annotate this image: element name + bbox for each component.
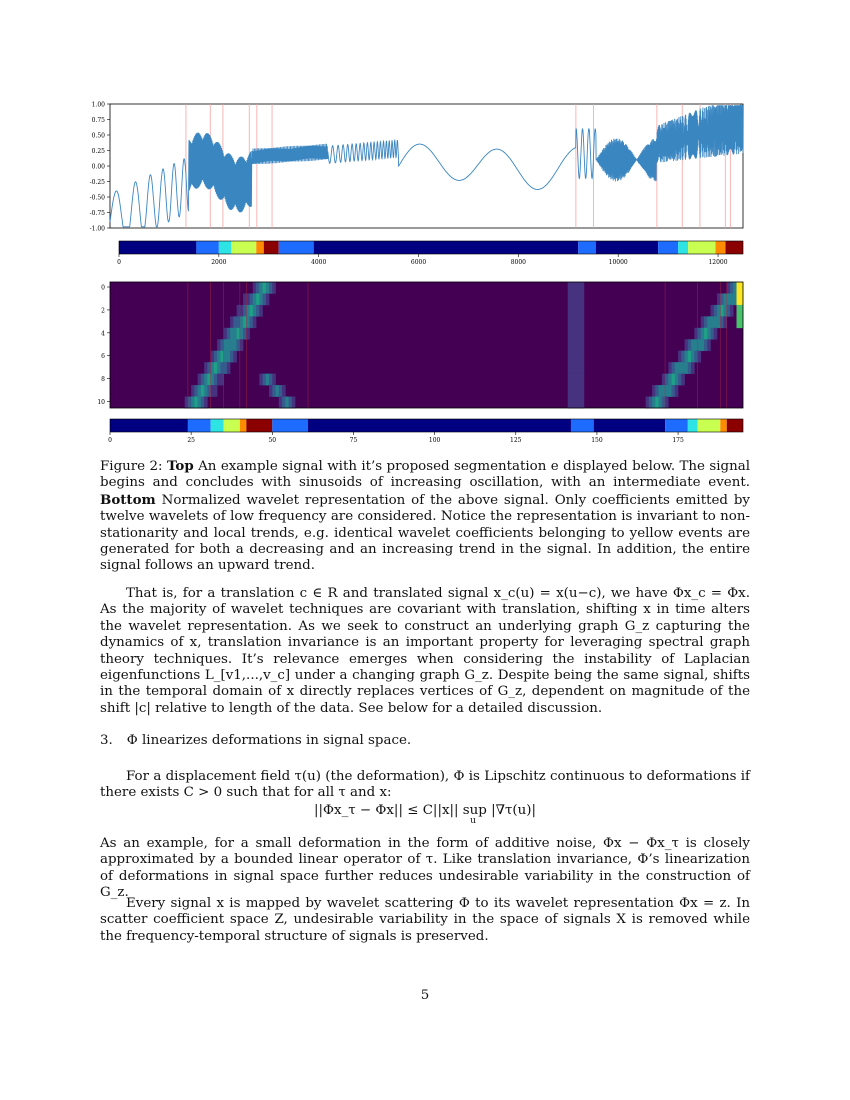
- segment-block: [264, 241, 279, 254]
- heatmap-cell: [581, 293, 585, 305]
- heatmap-y-axis: [97, 285, 110, 407]
- heatmap-cell: [737, 293, 741, 305]
- heatmap-cell: [568, 339, 572, 351]
- heatmap-cell: [568, 328, 572, 340]
- heatmap-cell: [571, 305, 575, 317]
- heatmap-cell: [269, 282, 273, 294]
- heatmap-cell: [568, 362, 572, 374]
- heatmap-cell: [581, 385, 585, 397]
- heatmap-cell: [659, 385, 663, 397]
- heatmap-cell: [571, 316, 575, 328]
- segment-x-tick-label: 12000: [708, 259, 728, 266]
- heatmap-cell: [571, 328, 575, 340]
- heatmap-cell: [217, 351, 221, 363]
- heatmap-cell: [678, 374, 682, 386]
- heatmap-cell: [704, 339, 708, 351]
- segment-x-tick-label: 75: [349, 437, 358, 444]
- heatmap-cell: [577, 328, 581, 340]
- heatmap-cell: [714, 328, 718, 340]
- heatmap-cell: [224, 328, 228, 340]
- segment-block: [720, 419, 726, 432]
- heatmap-y-tick-label: 10: [97, 399, 105, 407]
- segment-block: [314, 241, 579, 254]
- heatmap-cell: [672, 385, 676, 397]
- segment-x-tick-label: 25: [187, 437, 195, 444]
- heatmap-cell: [574, 328, 578, 340]
- heatmap-cell: [727, 293, 731, 305]
- heatmap-cell: [191, 397, 195, 409]
- heatmap-y-tick-label: 2: [101, 307, 105, 315]
- heatmap-cell: [581, 351, 585, 363]
- heatmap-cell: [240, 339, 244, 351]
- segment-block: [596, 241, 658, 254]
- heatmap-cell: [240, 328, 244, 340]
- heatmap-cell: [577, 316, 581, 328]
- heatmap-cell: [240, 316, 244, 328]
- segment-x-tick-label: 125: [510, 437, 522, 444]
- heatmap-cell: [711, 316, 715, 328]
- heatmap-cell: [581, 316, 585, 328]
- segmentation-bottom-x-axis: [108, 432, 684, 444]
- paragraph-3-text: As an example, for a small deformation in the form of additive noise, Φx − Φx_τ is closely approximated by a bounded linear operator of τ. Like translation invariance, Φ’s linearization of deformations in signal space further reduces undesirable variability in the construction of G_z.: [100, 836, 750, 901]
- caption-bottom-text: Normalized wavelet representation of the above signal. Only coefficients emitted by twelve wavelets of low frequency are considered. Notice the representation is invariant to non-stationarity and local trends, e.g. identical wavelet coefficients belonging to yellow events are generated for both a decreasing and an increasing trend in the signal. In addition, the entire signal follows an upward trend.: [100, 492, 750, 574]
- heatmap-cell: [727, 282, 731, 294]
- heatmap-cell: [701, 328, 705, 340]
- heatmap-cell: [259, 305, 263, 317]
- heatmap-cell: [730, 305, 734, 317]
- segment-block: [246, 419, 272, 432]
- segment-x-tick-label: 100: [428, 437, 441, 444]
- heatmap-cell: [214, 351, 218, 363]
- heatmap-cell: [707, 339, 711, 351]
- heatmap-cell: [681, 374, 685, 386]
- heatmap-cell: [211, 385, 215, 397]
- heatmap-cell: [711, 305, 715, 317]
- heatmap-y-tick-label: 8: [101, 376, 105, 384]
- heatmap-cell: [577, 397, 581, 409]
- heatmap-cell: [571, 351, 575, 363]
- heatmap-cell: [675, 385, 679, 397]
- heatmap-cell: [211, 351, 215, 363]
- heatmap-cell: [685, 339, 689, 351]
- heatmap-cell: [256, 293, 260, 305]
- segmentation-bar-top: [119, 241, 743, 254]
- heatmap-cell: [691, 339, 695, 351]
- heatmap-cell: [214, 362, 218, 374]
- heatmap-cell: [201, 385, 205, 397]
- segment-x-tick-label: 10000: [608, 259, 628, 266]
- heatmap-cell: [577, 305, 581, 317]
- heatmap-cell: [571, 385, 575, 397]
- heatmap-cell: [194, 397, 198, 409]
- segment-block: [240, 419, 246, 432]
- segment-x-tick-label: 6000: [410, 259, 427, 266]
- segment-block: [571, 419, 594, 432]
- lipschitz-equation: [100, 803, 750, 826]
- heatmap-cell: [259, 374, 263, 386]
- heatmap-cell: [253, 316, 257, 328]
- heatmap-cell: [681, 362, 685, 374]
- signal-y-axis: [90, 102, 110, 233]
- heatmap-cell: [691, 362, 695, 374]
- segment-block: [224, 419, 240, 432]
- heatmap-cell: [685, 362, 689, 374]
- heatmap-cell: [266, 374, 270, 386]
- heatmap-cell: [230, 339, 234, 351]
- heatmap-cell: [198, 374, 202, 386]
- heatmap-cell: [217, 362, 221, 374]
- heatmap-cell: [652, 385, 656, 397]
- heatmap-cell: [285, 397, 289, 409]
- heatmap-cell: [571, 374, 575, 386]
- segment-x-tick-label: 50: [268, 437, 277, 444]
- heatmap-cell: [665, 385, 669, 397]
- heatmap-cell: [698, 339, 702, 351]
- signal-y-tick-label: -0.75: [89, 210, 105, 217]
- heatmap-cell: [233, 328, 237, 340]
- segment-block: [211, 419, 224, 432]
- heatmap-cell: [733, 282, 737, 294]
- heatmap-cell: [227, 351, 231, 363]
- heatmap-cell: [730, 293, 734, 305]
- signal-y-tick-label: 0.25: [91, 148, 105, 155]
- segment-x-tick-label: 2000: [211, 259, 227, 266]
- signal-y-tick-label: 1.00: [91, 101, 105, 109]
- heatmap-cell: [279, 397, 283, 409]
- heatmap-cell: [198, 385, 202, 397]
- paragraph-4-text: Every signal x is mapped by wavelet scattering Φ to its wavelet representation Φx = z. In scatter coefficient space Z, undesirable variability in the space of signals X is removed while the frequency-temporal structure of signals is preserved.: [100, 896, 750, 944]
- signal-plot: [90, 102, 743, 233]
- heatmap-cell: [737, 305, 741, 317]
- heatmap-cell: [688, 362, 692, 374]
- heatmap-cell: [204, 374, 208, 386]
- heatmap-cell: [574, 293, 578, 305]
- heatmap-cell: [704, 316, 708, 328]
- page-number: 5: [420, 988, 430, 1003]
- heatmap-cell: [227, 362, 231, 374]
- heatmap-cell: [571, 293, 575, 305]
- heatmap-cell: [204, 385, 208, 397]
- heatmap-cell: [707, 316, 711, 328]
- heatmap-cell: [675, 362, 679, 374]
- heatmap-cell: [659, 397, 663, 409]
- heatmap-cell: [227, 328, 231, 340]
- segment-block: [188, 419, 211, 432]
- heatmap-cell: [214, 385, 218, 397]
- heatmap-cell: [217, 374, 221, 386]
- heatmap-cell: [246, 316, 250, 328]
- heatmap-cell: [269, 385, 273, 397]
- paragraph-additive-noise: [100, 836, 750, 902]
- heatmap-cell: [685, 351, 689, 363]
- heatmap-cell: [568, 397, 572, 409]
- heatmap-cell: [571, 397, 575, 409]
- list-item-3: [100, 733, 425, 748]
- segment-block: [594, 419, 665, 432]
- heatmap-cell: [272, 282, 276, 294]
- heatmap-cell: [581, 374, 585, 386]
- heatmap-cell: [266, 293, 270, 305]
- signal-y-tick-label: -1.00: [89, 225, 105, 233]
- heatmap-cell: [246, 305, 250, 317]
- heatmap-cell: [269, 374, 273, 386]
- heatmap-cell: [675, 374, 679, 386]
- segment-block: [688, 241, 715, 254]
- heatmap-cell: [292, 397, 296, 409]
- heatmap-cell: [668, 362, 672, 374]
- heatmap-cell: [571, 282, 575, 294]
- heatmap-cell: [568, 374, 572, 386]
- equation-subscript: u: [470, 816, 476, 826]
- heatmap-cell: [233, 316, 237, 328]
- heatmap-cell: [668, 385, 672, 397]
- heatmap-cell: [691, 351, 695, 363]
- wavelet-heatmap: [97, 282, 743, 408]
- heatmap-cell: [217, 339, 221, 351]
- segment-block: [688, 419, 698, 432]
- heatmap-cell: [188, 397, 192, 409]
- heatmap-cell: [571, 362, 575, 374]
- heatmap-cell: [672, 362, 676, 374]
- heatmap-cell: [655, 397, 659, 409]
- heatmap-cell: [250, 316, 254, 328]
- heatmap-y-tick-label: 0: [101, 284, 105, 292]
- paragraph-1-text: That is, for a translation c ∈ R and translated signal x_c(u) = x(u−c), we have Φx_c = Φx. As the majority of wavelet techniques are covariant with translation, shifting x in time alters the wavelet representation. As we seek to construct an underlying graph G_z capturing the dynamics of x, translation invariance is an important property for leveraging spectral graph theory techniques. It’s relevance emerges when considering the instability of Laplacian eigenfunctions L_[v1,...,v_c] under a changing graph G_z. Despite being the same signal, shifts in the temporal domain of x directly replaces vertices of G_z, dependent on magnitude of the shift |c| relative to length of the data. See below for a detailed discussion.: [100, 586, 750, 716]
- segment-x-tick-label: 0: [108, 437, 112, 444]
- heatmap-cell: [652, 397, 656, 409]
- heatmap-cell: [204, 362, 208, 374]
- heatmap-cell: [678, 362, 682, 374]
- signal-y-tick-label: 0.75: [91, 117, 105, 124]
- heatmap-cell: [568, 282, 572, 294]
- heatmap-cell: [204, 397, 208, 409]
- paragraph-displacement: [100, 769, 750, 802]
- heatmap-cell: [727, 305, 731, 317]
- heatmap-cell: [568, 293, 572, 305]
- figure-2: [0, 0, 850, 455]
- segment-block: [578, 241, 595, 254]
- heatmap-cell: [250, 293, 254, 305]
- segmentation-bar-bottom: [110, 419, 743, 432]
- heatmap-cell: [665, 374, 669, 386]
- heatmap-cell: [259, 282, 263, 294]
- heatmap-cell: [224, 362, 228, 374]
- heatmap-cell: [253, 305, 257, 317]
- equation-text: ||Φx_τ − Φx|| ≤ C||x|| sup |∇τ(u)|: [314, 803, 536, 818]
- segmentation-top-x-axis: [117, 254, 728, 266]
- heatmap-cell: [279, 385, 283, 397]
- heatmap-cell: [577, 293, 581, 305]
- paragraph-translation-invariance: [100, 586, 750, 717]
- heatmap-cell: [574, 282, 578, 294]
- heatmap-cell: [707, 328, 711, 340]
- heatmap-cell: [574, 316, 578, 328]
- heatmap-cell: [574, 351, 578, 363]
- figure-caption: [100, 458, 750, 575]
- heatmap-cell: [282, 385, 286, 397]
- heatmap-cell: [577, 339, 581, 351]
- heatmap-cell: [256, 305, 260, 317]
- heatmap-cell: [224, 351, 228, 363]
- heatmap-y-tick-label: 6: [101, 353, 105, 361]
- signal-y-tick-label: -0.25: [89, 179, 105, 186]
- heatmap-cell: [289, 397, 293, 409]
- heatmap-cell: [201, 397, 205, 409]
- segment-block: [272, 419, 308, 432]
- signal-y-tick-label: 0.00: [91, 163, 105, 171]
- caption-label: Figure 2:: [100, 459, 163, 474]
- heatmap-cell: [272, 374, 276, 386]
- heatmap-cell: [233, 351, 237, 363]
- signal-y-tick-label: -0.50: [89, 194, 105, 202]
- heatmap-cell: [263, 282, 267, 294]
- heatmap-cell: [191, 385, 195, 397]
- caption-bottom-word: Bottom: [100, 491, 156, 508]
- heatmap-cell: [672, 374, 676, 386]
- heatmap-cell: [276, 385, 280, 397]
- heatmap-cell: [211, 374, 215, 386]
- segment-block: [726, 241, 743, 254]
- heatmap-cell: [253, 293, 257, 305]
- heatmap-cell: [250, 305, 254, 317]
- heatmap-cell: [230, 316, 234, 328]
- heatmap-cell: [688, 339, 692, 351]
- heatmap-cell: [201, 374, 205, 386]
- heatmap-cell: [581, 362, 585, 374]
- heatmap-cell: [272, 385, 276, 397]
- heatmap-cell: [571, 339, 575, 351]
- heatmap-cell: [698, 351, 702, 363]
- segment-x-tick-label: 175: [672, 437, 684, 444]
- heatmap-cell: [577, 374, 581, 386]
- heatmap-cell: [681, 351, 685, 363]
- segment-block: [665, 419, 688, 432]
- segment-block: [110, 419, 188, 432]
- heatmap-cell: [574, 397, 578, 409]
- heatmap-cell: [198, 397, 202, 409]
- segment-block: [308, 419, 571, 432]
- segment-block: [196, 241, 218, 254]
- heatmap-cell: [665, 397, 669, 409]
- heatmap-cell: [227, 339, 231, 351]
- heatmap-cell: [714, 305, 718, 317]
- paragraph-scattering: [100, 896, 750, 945]
- heatmap-cell: [577, 351, 581, 363]
- heatmap-cell: [733, 293, 737, 305]
- segment-x-tick-label: 0: [117, 259, 121, 266]
- heatmap-cell: [688, 351, 692, 363]
- heatmap-cell: [568, 316, 572, 328]
- list-item-text: Φ linearizes deformations in signal space.: [126, 733, 412, 748]
- caption-top-text: An example signal with it’s proposed segmentation e displayed below. The signal begins and concludes with sinusoids of increasing oscillation, with an intermediate event.: [100, 459, 750, 491]
- heatmap-cell: [737, 282, 741, 294]
- heatmap-cell: [720, 316, 724, 328]
- heatmap-cell: [230, 328, 234, 340]
- heatmap-cell: [646, 397, 650, 409]
- heatmap-cell: [574, 374, 578, 386]
- heatmap-cell: [581, 397, 585, 409]
- heatmap-cell: [256, 282, 260, 294]
- segment-block: [231, 241, 256, 254]
- heatmap-cell: [574, 362, 578, 374]
- heatmap-cell: [246, 328, 250, 340]
- heatmap-cell: [581, 328, 585, 340]
- heatmap-y-tick-label: 4: [101, 330, 105, 338]
- heatmap-cell: [581, 339, 585, 351]
- heatmap-cell: [577, 282, 581, 294]
- heatmap-cell: [714, 316, 718, 328]
- segment-block: [119, 241, 196, 254]
- segment-block: [279, 241, 314, 254]
- heatmap-cell: [668, 374, 672, 386]
- heatmap-cell: [649, 397, 653, 409]
- heatmap-cell: [282, 397, 286, 409]
- heatmap-cell: [701, 316, 705, 328]
- heatmap-cell: [263, 374, 267, 386]
- segment-block: [716, 241, 726, 254]
- signal-y-tick-label: 0.50: [91, 132, 105, 140]
- heatmap-cell: [577, 385, 581, 397]
- heatmap-cell: [194, 385, 198, 397]
- heatmap-cell: [568, 385, 572, 397]
- segment-x-tick-label: 150: [591, 437, 603, 444]
- paragraph-2-text: For a displacement field τ(u) (the deformation), Φ is Lipschitz continuous to deformations if there exists C > 0 such that for all τ and x:: [100, 769, 750, 801]
- heatmap-cell: [253, 282, 257, 294]
- segment-block: [658, 241, 678, 254]
- heatmap-cell: [581, 282, 585, 294]
- heatmap-cell: [263, 293, 267, 305]
- heatmap-cell: [214, 374, 218, 386]
- segment-block: [698, 419, 721, 432]
- heatmap-cell: [720, 293, 724, 305]
- signal-line: [110, 105, 743, 227]
- heatmap-cell: [704, 328, 708, 340]
- heatmap-cell: [259, 293, 263, 305]
- segment-x-tick-label: 4000: [311, 259, 327, 266]
- heatmap-cell: [655, 385, 659, 397]
- segment-block: [256, 241, 263, 254]
- heatmap-cell: [711, 328, 715, 340]
- heatmap-cell: [568, 351, 572, 363]
- list-item-number: 3.: [100, 733, 113, 748]
- heatmap-cell: [730, 282, 734, 294]
- segment-block: [678, 241, 688, 254]
- heatmap-cell: [701, 339, 705, 351]
- heatmap-cell: [720, 305, 724, 317]
- caption-top-word: Top: [166, 458, 194, 474]
- heatmap-cell: [240, 305, 244, 317]
- heatmap-cell: [574, 339, 578, 351]
- segment-block: [219, 241, 231, 254]
- heatmap-cell: [698, 328, 702, 340]
- segment-x-tick-label: 8000: [510, 259, 527, 266]
- heatmap-cell: [568, 305, 572, 317]
- heatmap-cell: [266, 282, 270, 294]
- heatmap-cell: [737, 316, 741, 328]
- heatmap-cell: [577, 362, 581, 374]
- heatmap-cell: [581, 305, 585, 317]
- heatmap-cell: [211, 362, 215, 374]
- heatmap-cell: [224, 339, 228, 351]
- heatmap-cell: [233, 339, 237, 351]
- heatmap-cell: [246, 293, 250, 305]
- heatmap-cell: [574, 305, 578, 317]
- heatmap-cell: [678, 351, 682, 363]
- heatmap-cell: [230, 351, 234, 363]
- heatmap-cell: [574, 385, 578, 397]
- segment-block: [727, 419, 743, 432]
